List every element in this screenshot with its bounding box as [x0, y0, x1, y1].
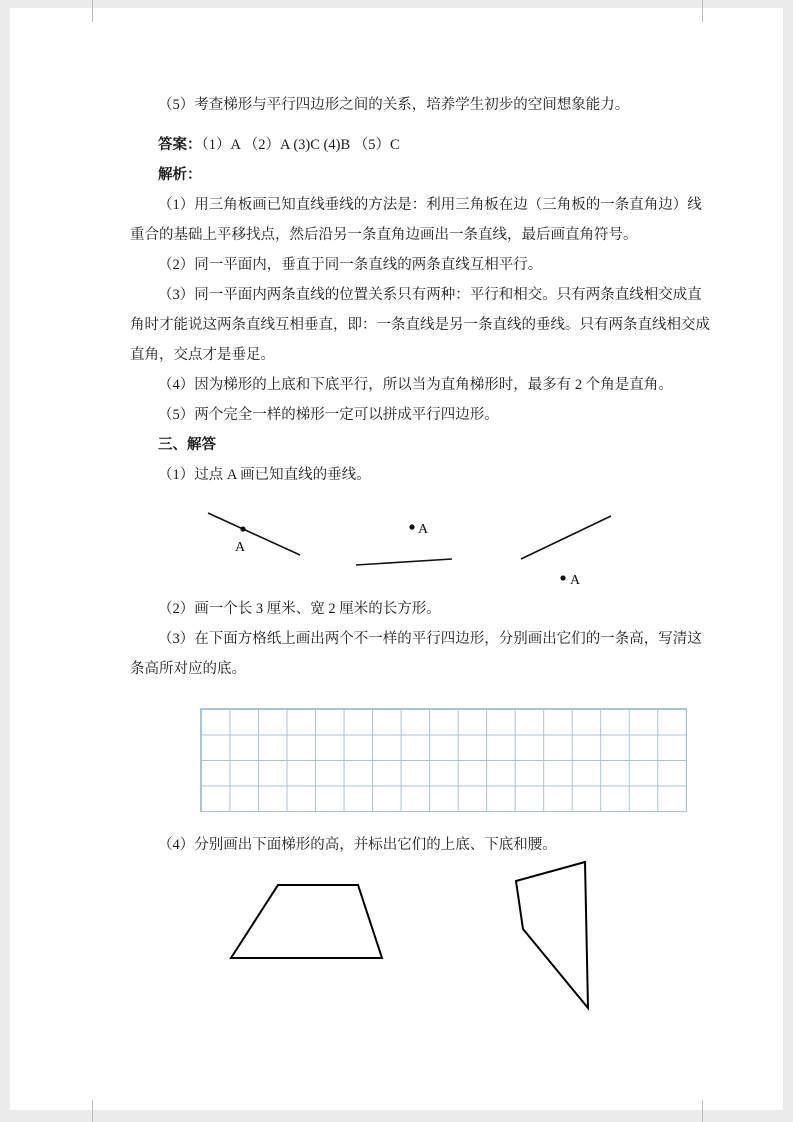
text-segment: （5）考查梯形与平行四边形之间的关系，培养学生初步的空间想象能力。 [158, 97, 630, 113]
point-a-middle-label: A [418, 522, 429, 537]
text-line [130, 654, 723, 684]
questions-2-3-block [130, 594, 723, 684]
text-segment: （4）因为梯形的上底和下底平行，所以当为直角梯形时，最多有 2 个角是直角。 [158, 377, 673, 393]
text-segment: （4）分别画出下面梯形的高，并标出它们的上底、下底和腰。 [158, 837, 557, 853]
answers-analysis-block [130, 90, 723, 490]
point-a-left-dot [240, 526, 245, 531]
text-line [130, 624, 723, 654]
point-a-middle-dot [409, 524, 414, 529]
text-line [130, 250, 723, 280]
text-line [130, 310, 723, 340]
point-a-right-dot [560, 575, 565, 580]
text-line [130, 340, 723, 370]
text-segment: 条高所对应的底。 [130, 661, 246, 677]
text-line [130, 190, 723, 220]
margin-mark-bottom-left [92, 1100, 93, 1122]
text-line [130, 430, 723, 460]
document-page [10, 8, 783, 1110]
margin-mark-bottom-right [702, 1100, 703, 1122]
text-line [130, 160, 723, 190]
text-line [130, 370, 723, 400]
text-line [130, 460, 723, 490]
text-segment: （1）A （2）A (3)C (4)B （5）C [201, 137, 400, 153]
given-line-middle [356, 559, 452, 565]
grid-paper [200, 708, 687, 812]
trapezoid-right [516, 862, 588, 1008]
text-line [130, 130, 723, 160]
text-segment: 重合的基础上平移找点，然后沿另一条直角边画出一条直线，最后画直角符号。 [130, 227, 638, 243]
text-segment: （2）画一个长 3 厘米、宽 2 厘米的长方形。 [158, 601, 441, 617]
text-segment: 三、解答 [158, 437, 216, 453]
text-segment: 直角，交点才是垂足。 [130, 347, 275, 363]
text-segment: （3）同一平面内两条直线的位置关系只有两种：平行和相交。只有两条直线相交成直 [158, 287, 702, 303]
text-line [130, 594, 723, 624]
given-line-right [521, 516, 611, 559]
text-line [130, 90, 723, 120]
text-segment: 解析： [158, 167, 202, 183]
text-segment: （3）在下面方格纸上画出两个不一样的平行四边形，分别画出它们的一条高，写清这 [158, 631, 702, 647]
point-a-right-label: A [570, 573, 581, 588]
text-segment: （1）用三角板画已知直线垂线的方法是：利用三角板在边（三角板的一条直角边）线 [158, 197, 702, 213]
text-segment: （2）同一平面内，垂直于同一条直线的两条直线互相平行。 [158, 257, 543, 273]
trapezoid-left [231, 885, 382, 958]
margin-mark-top-right [702, 0, 703, 22]
text-line [130, 280, 723, 310]
text-segment: （1）过点 A 画已知直线的垂线。 [158, 467, 371, 483]
text-line [130, 400, 723, 430]
text-segment: 答案： [158, 137, 202, 153]
margin-mark-top-left [92, 0, 93, 22]
point-a-left-label: A [235, 540, 246, 555]
given-line-left [208, 513, 300, 555]
trapezoid-shapes-figure [10, 850, 793, 1030]
text-segment: 角时才能说这两条直线互相垂直，即：一条直线是另一条直线的垂线。只有两条直线相交成 [130, 317, 710, 333]
text-line [130, 220, 723, 250]
text-segment: （5）两个完全一样的梯形一定可以拼成平行四边形。 [158, 407, 499, 423]
